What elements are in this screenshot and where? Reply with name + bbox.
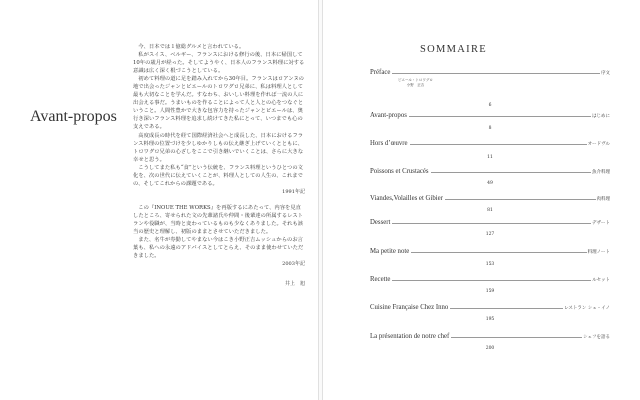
toc-entry[interactable] — [370, 137, 610, 160]
toc-entry-title: Cuisine Française Chez Inno — [370, 304, 449, 311]
toc-subtitle-line: 小野 正吉 — [406, 82, 425, 87]
toc-page-number: 49 — [487, 181, 493, 186]
toc-title: SOMMAIRE — [420, 44, 487, 55]
toc-page-number: 200 — [485, 346, 495, 351]
author-name: 井上 旭 — [284, 281, 305, 288]
toc-entry-title: Préface — [370, 69, 391, 76]
toc-entry-title: Ma petite note — [370, 248, 410, 255]
toc-entry-jp: シェフを語る — [583, 335, 610, 340]
toc-page-number: 11 — [487, 155, 493, 160]
left-page — [0, 0, 319, 400]
leader-line — [451, 337, 582, 338]
toc-entry[interactable] — [370, 273, 610, 294]
toc-entry[interactable] — [370, 245, 610, 267]
toc-page-number: 8 — [488, 126, 492, 131]
toc-entry-jp: はじめに — [592, 114, 610, 119]
foreword-paragraph: 私がスイス、ベルギー、フランスにおける修行の後、日本に帰国して10年の歳月が経った。そしてようやく、日本人のフランス料理に対する意識は広く深く根づこうとしている。 — [133, 52, 305, 75]
toc-entry-jp: ルセット — [592, 278, 610, 283]
toc-entry-title: Dessert — [370, 219, 391, 226]
leader-line — [411, 252, 586, 253]
toc-entry-title: Hors d’œuvre — [370, 140, 408, 147]
foreword-paragraph: この『INOUE THE WORKS』を再版するにあたって、内容を見直したところ、寄せられた文の先輩諸氏や仲間・後輩達の所属するレストランや役職が、当時と変わっているものも少なくありました。それも該当の歴史と理解し、初版のままとさせていただきました。 — [133, 204, 304, 236]
toc-entry[interactable] — [370, 66, 610, 108]
date-note: 2003年記 — [282, 261, 305, 268]
toc-subtitle-line: ピエール・トロワグロ — [398, 78, 433, 82]
toc-entry-title: Viandes,Volailles et Gibier — [370, 195, 443, 202]
toc-entry[interactable] — [370, 330, 610, 351]
toc-entry-jp: 料理ノート — [587, 250, 610, 255]
toc-subtitle — [398, 78, 433, 87]
toc-entry-jp: オードヴル — [587, 142, 610, 147]
toc-page-number: 159 — [485, 289, 495, 294]
toc-entry-title: La présentation de notre chef — [370, 333, 450, 340]
toc-page-number: 153 — [485, 262, 495, 267]
toc-entry-jp: デザート — [592, 221, 610, 226]
toc-entry-title: Avant-propos — [370, 112, 407, 119]
foreword-paragraph: 初めて料理の道に足を踏み入れてから30年目。フランスはロアンヌの地で出会ったジャンとピエールのトロワグロ兄弟に、私は料理人として最も大切なことを学んだ。すなわち、おいしい料理を作れば一流の人に出会える事だ。うまいものを作ることによって人と人との心をつなぐということ。人間性豊かで大きな包容力を持ったジャンとピエールは、奥行き深いフランス料理を追求し続けてきた私にとって、いつまでも心の支えである。 — [133, 76, 305, 131]
leader-line — [392, 280, 591, 281]
toc-entry-title: Poissons et Crustacés — [370, 168, 429, 175]
foreword-paragraph: こうしてまた私も“食”という伝統を、フランス料理というひとつの文化を、次の世代に伝えていくことが、料理人としての人生の、これまでの、そしてこれからの課題である。 — [133, 164, 303, 187]
leader-line — [445, 199, 596, 200]
leader-line — [431, 172, 591, 173]
toc-entry[interactable] — [370, 301, 610, 322]
toc-entry-title: Recette — [370, 276, 391, 283]
toc-entry-jp: レストラン シェ・イノ — [564, 306, 610, 311]
foreword-paragraph: 今、日本では１億総グルメと言われている。 — [138, 44, 245, 50]
toc-page-number: 6 — [488, 103, 492, 108]
leader-line — [410, 144, 587, 145]
toc-entry[interactable] — [370, 192, 610, 213]
toc-page-number: 195 — [485, 317, 495, 322]
page-heading: Avant-propos — [30, 108, 117, 125]
leader-line — [409, 116, 591, 117]
toc-page-number: 127 — [485, 232, 495, 237]
leader-line — [392, 223, 591, 224]
toc-entry-jp: 肉料理 — [596, 197, 610, 202]
foreword-text — [133, 43, 305, 288]
toc-entry-jp: 魚介料理 — [592, 170, 610, 175]
foreword-paragraph: また、名牛が券勤してやまない今はこき小野正吉ムッシュからのお言葉も、私への永遠のアドバイスとしてとらえ、そのまま使わせていただきました。 — [133, 237, 304, 260]
leader-line — [450, 308, 563, 309]
toc-entry[interactable] — [370, 109, 610, 131]
toc-entry-jp: 序文 — [601, 71, 610, 76]
toc-entry[interactable] — [370, 216, 610, 237]
leader-line — [392, 73, 600, 74]
date-note: 1991年記 — [282, 188, 305, 195]
foreword-paragraph: 高度成長の時代を経て国際経済社会へと成長した、日本におけるフランス料理の位置づけを少しゆかりしもの伝え継ぎ上げていくとともに、トロワグロ兄弟の心ざしをここで引き継いでいくことは、さらに大きな幸せと思う。 — [133, 132, 304, 163]
toc-page-number: 81 — [487, 208, 493, 213]
toc-entry[interactable] — [370, 165, 610, 186]
